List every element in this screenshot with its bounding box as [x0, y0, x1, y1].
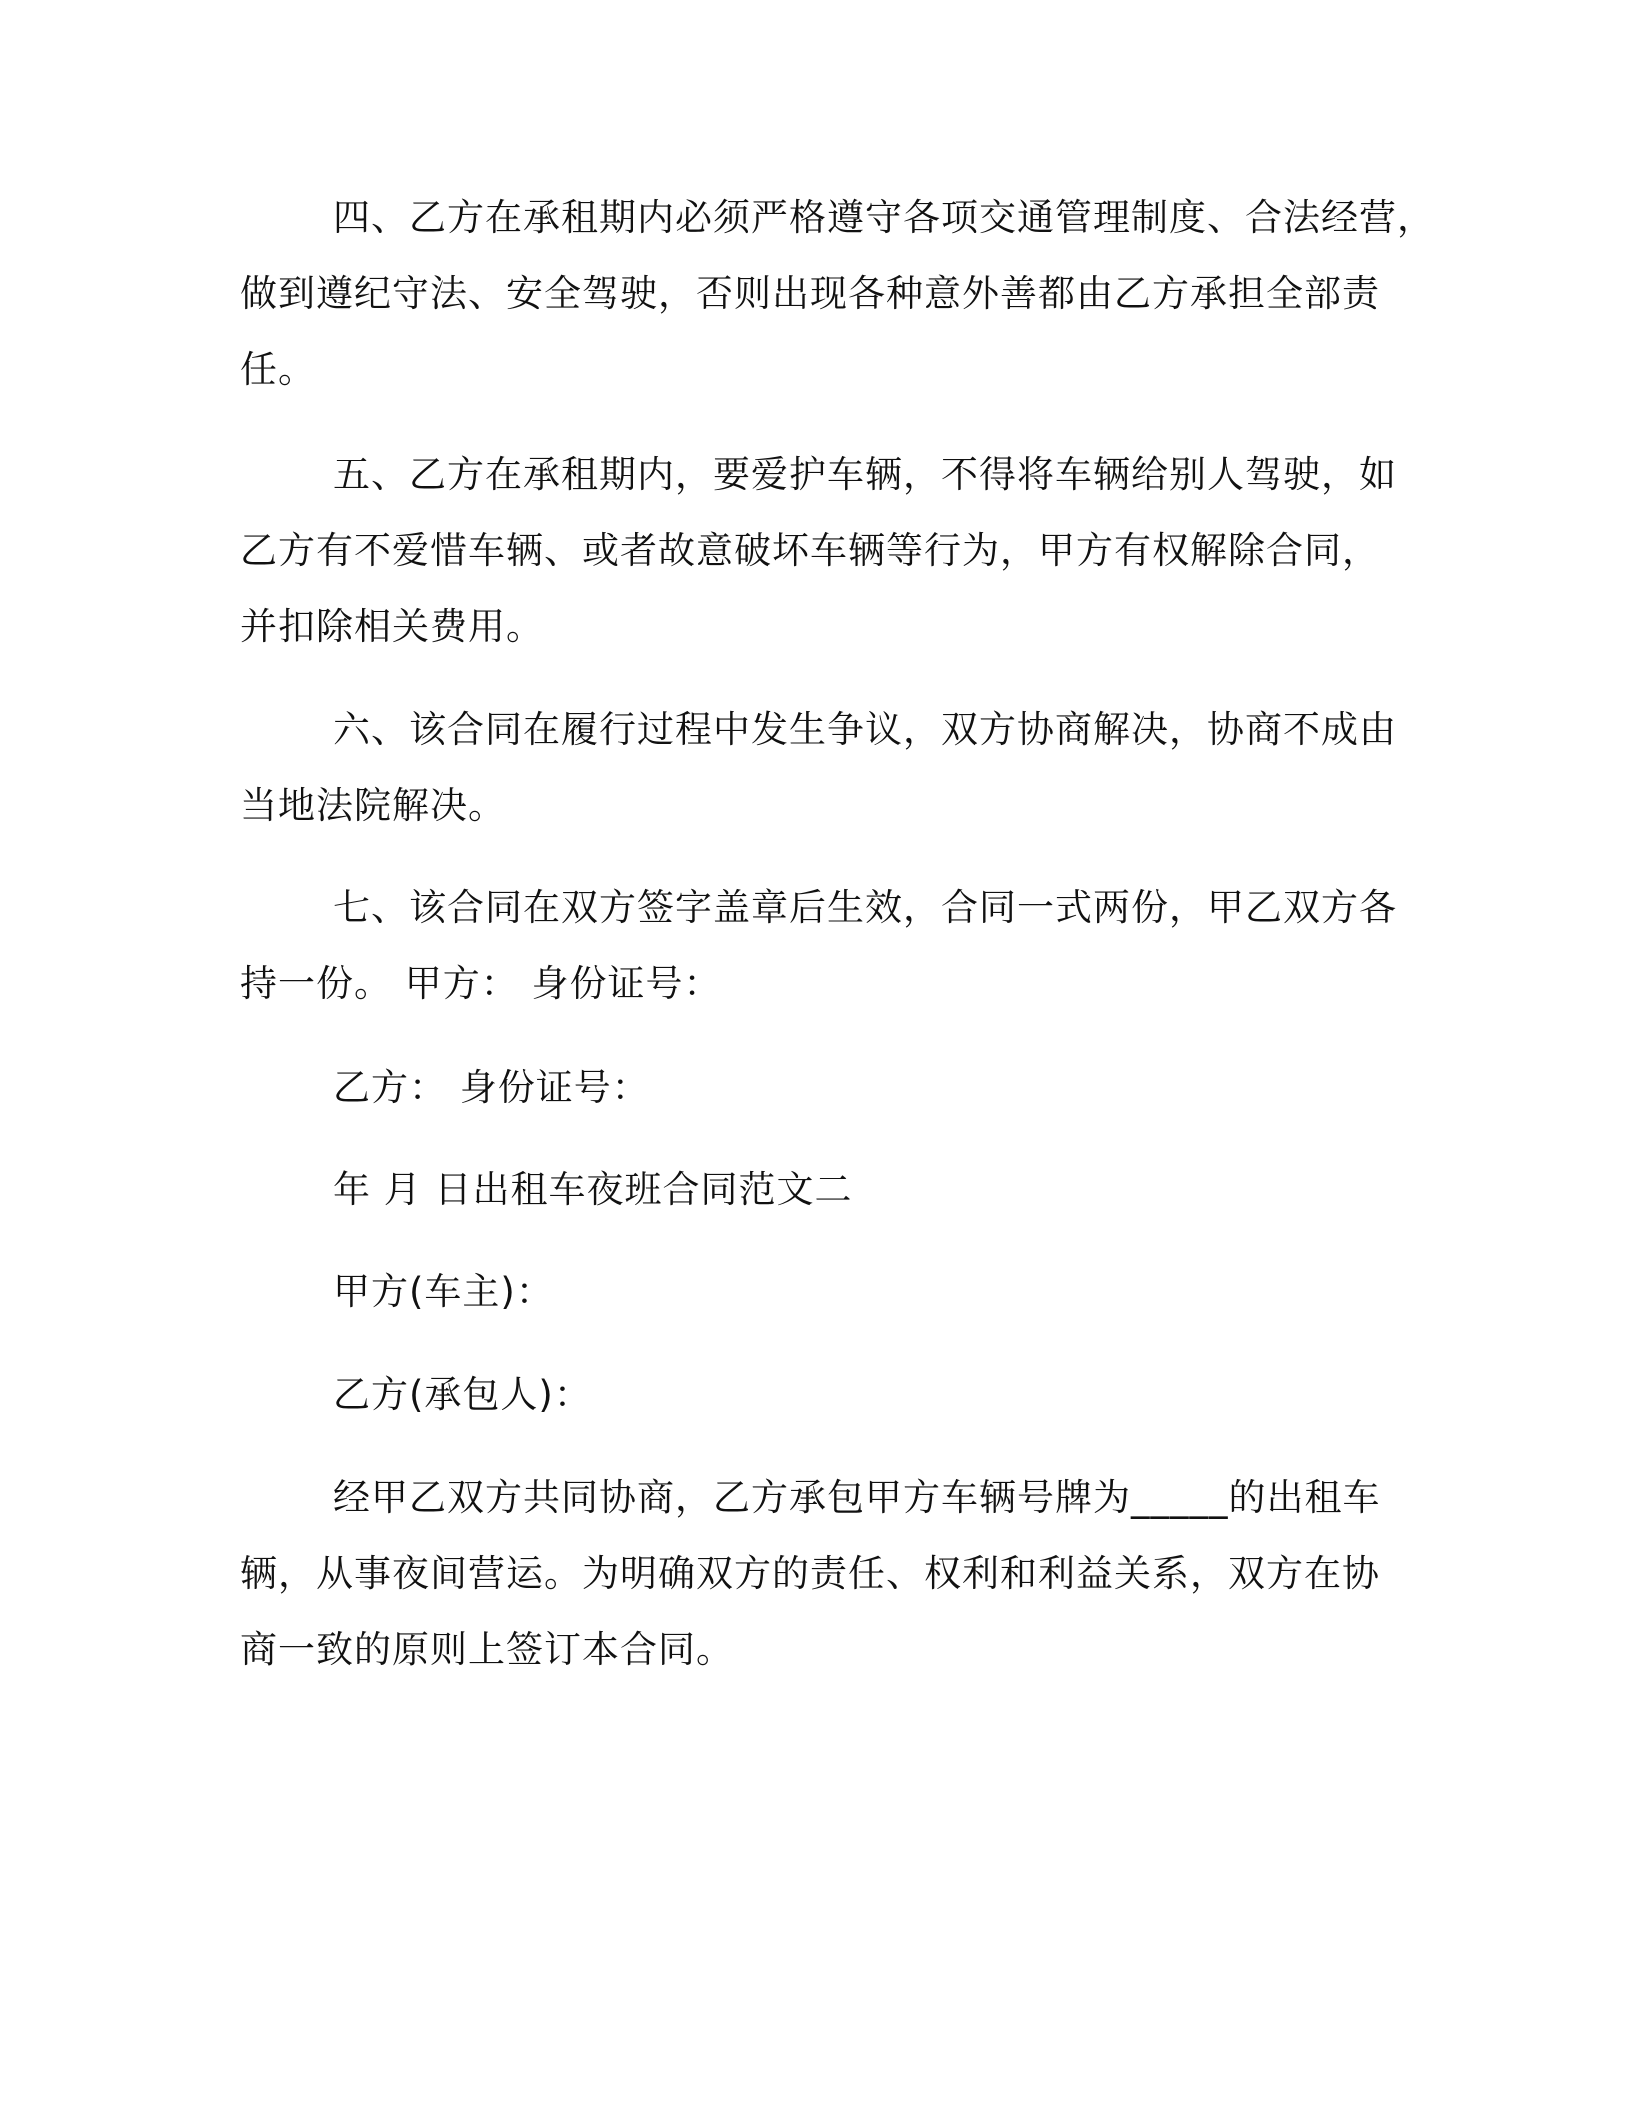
- clause-6-line-2: 当地法院解决。: [240, 784, 506, 827]
- clause-7-line-1: 七、该合同在双方签字盖章后生效，合同一式两份，甲乙双方各: [333, 886, 1397, 929]
- party-b-id-line: 乙方： 身份证号：: [333, 1066, 650, 1109]
- date-and-title-line: 年 月 日出租车夜班合同范文二: [333, 1168, 853, 1211]
- clause-5-line-2: 乙方有不爱惜车辆、或者故意破坏车辆等行为，甲方有权解除合同，: [240, 529, 1380, 572]
- clause-4-line-1: 四、乙方在承租期内必须严格遵守各项交通管理制度、合法经营，: [333, 196, 1435, 239]
- preamble-line-1: 经甲乙双方共同协商，乙方承包甲方车辆号牌为_____的出租车: [333, 1476, 1381, 1519]
- clause-6-line-1: 六、该合同在履行过程中发生争议，双方协商解决，协商不成由: [333, 708, 1397, 751]
- party-b-contractor-line: 乙方(承包人)：: [333, 1373, 592, 1416]
- clause-4-line-3: 任。: [240, 348, 316, 391]
- clause-5-line-1: 五、乙方在承租期内，要爱护车辆，不得将车辆给别人驾驶，如: [333, 453, 1397, 496]
- clause-5-line-3: 并扣除相关费用。: [240, 605, 544, 648]
- clause-4-line-2: 做到遵纪守法、安全驾驶，否则出现各种意外善都由乙方承担全部责: [240, 272, 1380, 315]
- preamble-line-2: 辆，从事夜间营运。为明确双方的责任、权利和利益关系，双方在协: [240, 1552, 1380, 1595]
- preamble-line-3: 商一致的原则上签订本合同。: [240, 1628, 734, 1671]
- clause-7-line-2: 持一份。 甲方： 身份证号：: [240, 962, 722, 1005]
- party-a-owner-line: 甲方(车主)：: [333, 1270, 554, 1313]
